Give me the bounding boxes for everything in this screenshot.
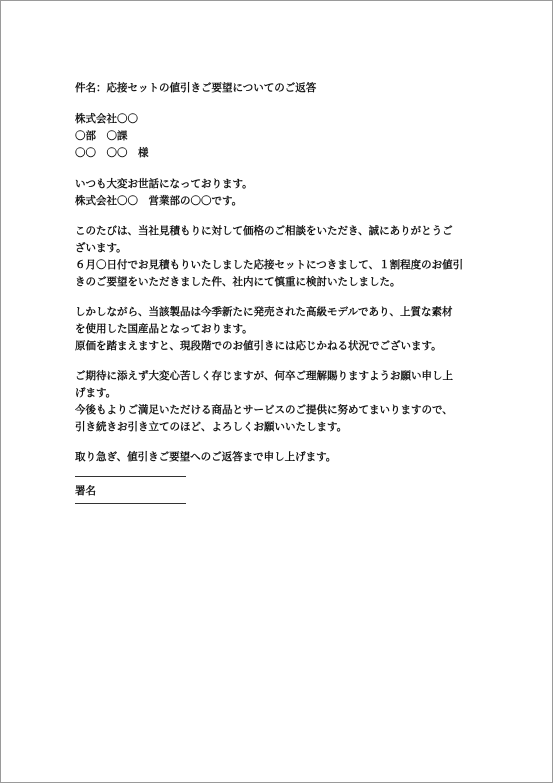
paragraph-line: きのご要望をいただきました件、社内にて慎重に検討いたしました。 xyxy=(75,276,401,288)
spacer xyxy=(75,162,485,176)
spacer xyxy=(75,436,485,449)
spacer xyxy=(75,210,485,223)
signature-rule-top xyxy=(75,476,186,477)
paragraph-line: 引き続きお引き立てのほど、よろしくお願いいたします。 xyxy=(75,421,348,433)
signature-label: 署名 xyxy=(75,485,96,497)
paragraph-line: このたびは、当社見積もりに対して価格のご相談をいただき、誠にありがとうご xyxy=(75,225,453,237)
paragraph-line: しかしながら、当該製品は今季新たに発売された高級モデルであり、上質な素材 xyxy=(75,306,453,318)
paragraph-line: ざいます。 xyxy=(75,242,127,254)
closing-line: 取り急ぎ、値引きご要望へのご返答まで申し上げます。 xyxy=(75,451,337,463)
recipient-department: 〇部 〇課 xyxy=(75,130,128,142)
recipient-company: 株式会社〇〇 xyxy=(75,113,138,125)
recipient-name: 〇〇 〇〇 様 xyxy=(75,147,149,159)
letter-subject: 件名：応接セットの値引きご要望についてのご返答 xyxy=(75,82,317,94)
paragraph-line: 原価を踏まえますと、現段階でのお値引きには応じかねる状況でございます。 xyxy=(75,340,442,352)
greeting-line: いつも大変お世話になっております。 xyxy=(75,178,253,190)
paragraph-line: げます。 xyxy=(75,387,117,399)
signature-rule-bottom xyxy=(75,503,186,504)
spacer xyxy=(75,291,485,304)
paragraph-line: ご期待に添えず大変心苦しく存じますが、何卒ご理解賜りますようお願い申し上 xyxy=(75,370,453,382)
letter-body xyxy=(75,80,485,512)
greeting-line: 株式会社〇〇 営業部の〇〇です。 xyxy=(75,195,243,207)
paragraph-line: ６月〇日付でお見積もりいたしました応接セットにつきまして、１割程度のお値引 xyxy=(75,259,464,271)
paragraph-line: 今後もよりご満足いただける商品とサービスのご提供に努めてまいりますので、 xyxy=(75,404,453,416)
spacer xyxy=(75,97,485,111)
spacer xyxy=(75,355,485,368)
paragraph-line: を使用した国産品となっております。 xyxy=(75,323,253,335)
